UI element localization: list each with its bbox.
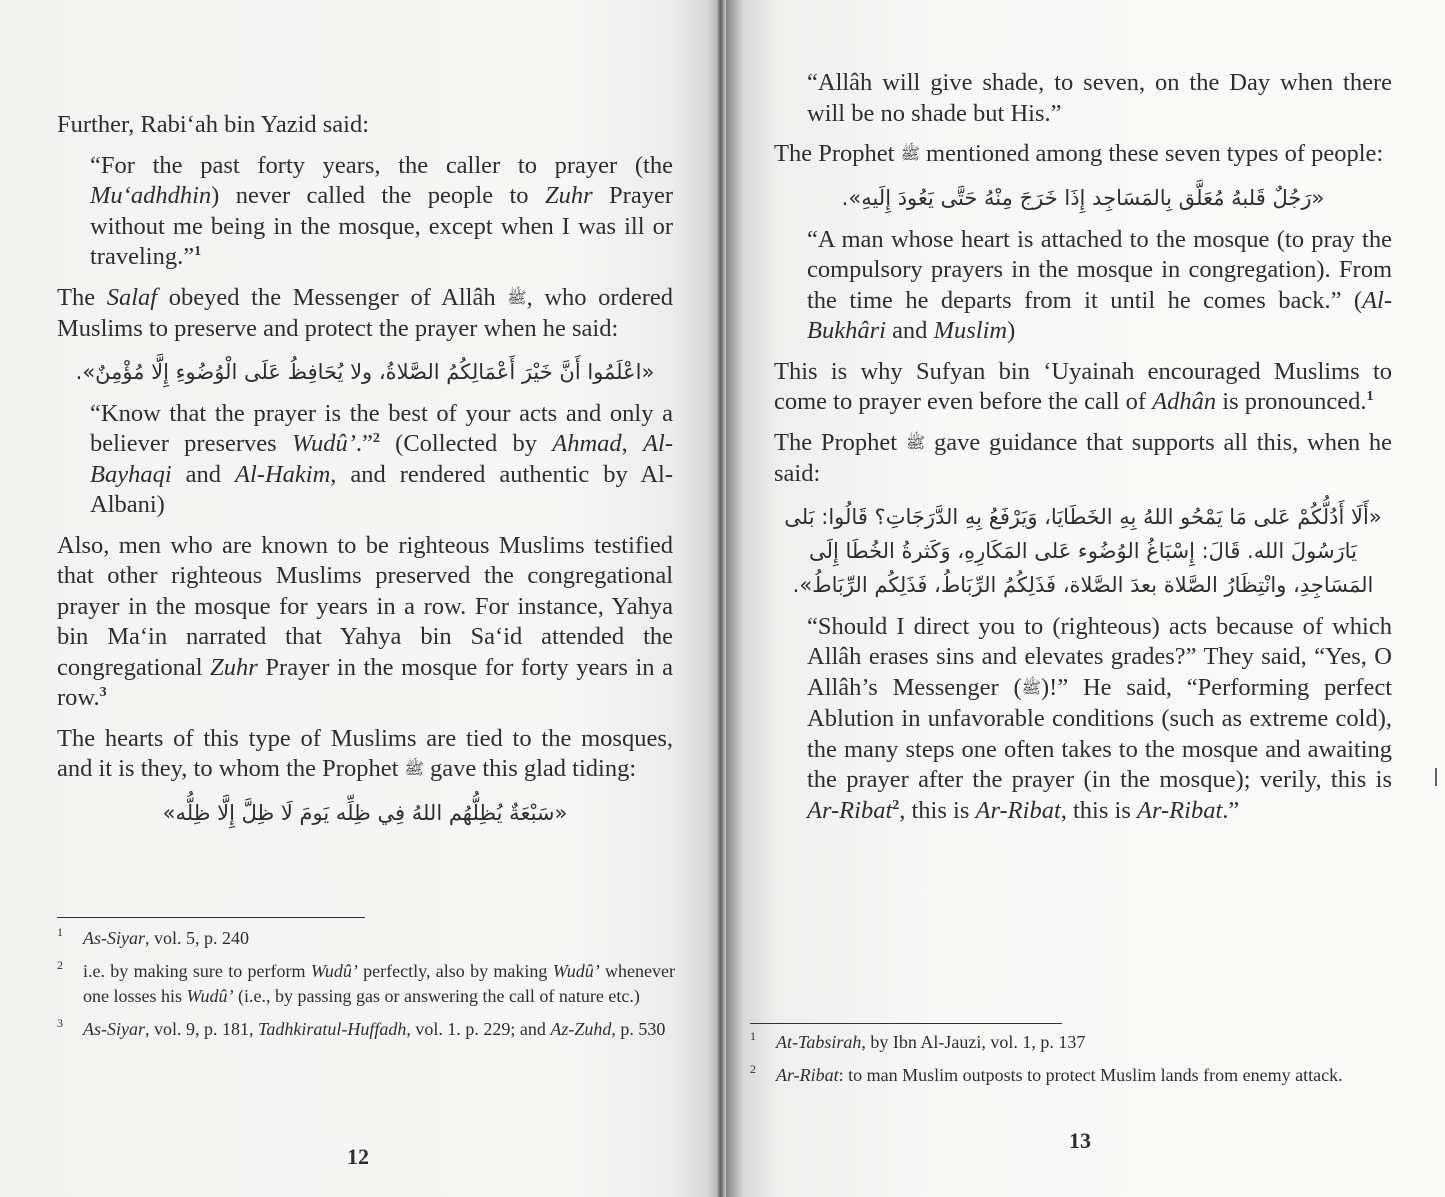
text-run: perfectly, also by making xyxy=(357,961,553,981)
text-run: (Collected by xyxy=(379,430,553,457)
italic-term: Zuhr xyxy=(210,653,258,681)
text-run: , and rendered authentic by Al-Albani) xyxy=(90,460,673,518)
page-number: 13 xyxy=(1069,1128,1091,1153)
italic-term: Az-Zuhd xyxy=(550,1019,612,1039)
text-run: “For the past forty years, the caller to prayer (the xyxy=(90,151,673,179)
text-run: Prayer in the mosque for forty years in a row. xyxy=(57,653,673,711)
text-run: Also, men who are known to be righteous Muslims testified that other righteous Muslims preserved the congregational prayer in the mosque for years in a row. For instance, Yahya bin Ma‘in narrated that Yahya bin Sa‘id attended the congregational xyxy=(57,531,673,681)
text-run: (i.e., by passing gas or answering the call of nature etc.) xyxy=(233,986,640,1006)
footnote xyxy=(750,1063,1392,1088)
translation-quote xyxy=(774,612,1392,827)
text-run: This is why Sufyan bin ‘Uyainah encouraged Muslims to come to prayer even before the call of xyxy=(774,357,1392,415)
italic-term: As-Siyar xyxy=(83,1019,145,1039)
text-run: .” xyxy=(355,430,373,457)
salawat-symbol-icon: ﷺ xyxy=(507,289,527,307)
arabic-hadith-text: «اعْلَمُوا أَنَّ خَيْرَ أَعْمَالِكُمُ الصَّلاةُ، ولا يُحَافِظُ عَلَى الْوُضُوءِ إِلَّا مُؤْمِنٌ». xyxy=(75,359,655,384)
footnote-ref: 2 xyxy=(372,430,380,446)
text-run: )!” He said, “Performing perfect Ablution in unfavorable conditions (such as extreme cold), the many steps one often takes to the mosque and awaiting the prayer after the prayer (in the mosque); verily, this is xyxy=(807,673,1392,793)
text-run: , xyxy=(621,430,644,457)
text-run: .” xyxy=(1222,796,1240,824)
footnote-number: 1 xyxy=(750,1029,756,1043)
text-run: , vol. 1. p. 229; and xyxy=(406,1019,551,1039)
italic-term: Ar-Ribat xyxy=(1137,796,1223,824)
text-run: ) never called the people to xyxy=(211,182,545,209)
text-run: gave this glad tiding: xyxy=(423,755,637,782)
italic-term: Salaf xyxy=(106,283,158,311)
text-run: , by Ibn Al-Jauzi, vol. 1, p. 137 xyxy=(861,1032,1086,1052)
footnote-ref: 2 xyxy=(892,797,900,813)
text-run: “Allâh will give shade, to seven, on the Day when there will be no shade but His.” xyxy=(807,69,1392,127)
footnote xyxy=(57,959,675,1009)
footnote-number: 2 xyxy=(750,1062,756,1076)
text-run: whenever one losses his xyxy=(83,961,675,1006)
right-page-body xyxy=(774,68,1392,836)
text-run: : to man Muslim outposts to protect Muslim lands from enemy attack. xyxy=(838,1065,1343,1085)
arabic-hadith-text: «رَجُلٌ قَلبهُ مُعَلَّق بِالمَسَاجِد إِذَا خَرَجَ مِنْهُ حَتَّى يَعُودَ إِلَيهِ». xyxy=(841,185,1325,210)
salawat-symbol-icon: ﷺ xyxy=(905,434,926,452)
paragraph xyxy=(774,357,1392,418)
text-run: “Should I direct you to (righteous) acts because of which Allâh erases sins and elevates grades?” They said, “Yes, O Allâh’s Messenger ( xyxy=(807,612,1392,701)
italic-term: Mu‘adhdhin xyxy=(90,182,212,209)
translation-quote xyxy=(774,225,1392,347)
text-run: and xyxy=(885,317,934,344)
paragraph xyxy=(57,531,673,714)
paragraph xyxy=(774,428,1392,490)
italic-term: As-Siyar xyxy=(83,928,145,948)
italic-term: Wudû’ xyxy=(310,961,358,981)
italic-term: Al-Bukhâri xyxy=(807,286,1392,344)
italic-term: Ahmad xyxy=(552,430,622,457)
paragraph xyxy=(57,724,673,786)
italic-term: Tadhkiratul-Huffadh xyxy=(258,1019,407,1039)
text-run: , this is xyxy=(1060,796,1137,824)
italic-term: At-Tabsirah xyxy=(776,1032,862,1052)
right-page xyxy=(722,0,1445,1197)
text-run: “A man whose heart is attached to the mosque (to pray the compulsory prayers in the mosque in congregation). From the time he departs from it until he comes back.” ( xyxy=(807,225,1392,314)
salawat-symbol-icon: ﷺ xyxy=(404,761,424,778)
salawat-symbol-icon: ﷺ xyxy=(1021,679,1041,697)
page-number: 12 xyxy=(347,1144,369,1169)
text-run: obeyed the Messenger of Allâh xyxy=(157,283,508,311)
text-run: The Prophet xyxy=(774,428,906,456)
italic-term: Ar-Ribat xyxy=(975,796,1061,824)
text-run: and xyxy=(171,460,236,488)
paragraph xyxy=(774,139,1392,171)
footnote-divider xyxy=(750,1023,1062,1024)
margin-mark xyxy=(1435,768,1437,786)
italic-term: Wudû’ xyxy=(291,430,356,457)
translation-quote xyxy=(57,399,673,521)
text-run: The xyxy=(57,283,107,311)
text-run: ) xyxy=(1007,317,1016,344)
left-page-body xyxy=(57,110,673,840)
text-run: , this is xyxy=(899,796,976,824)
footnote-ref: 1 xyxy=(1366,388,1374,404)
italic-term: Wudû’ xyxy=(552,961,600,981)
italic-term: Al-Bayhaqi xyxy=(90,430,673,488)
footnote xyxy=(57,1017,675,1042)
text-run: The Prophet xyxy=(774,140,901,167)
italic-term: Ar-Ribat xyxy=(807,796,893,824)
salawat-symbol-icon: ﷺ xyxy=(900,146,920,163)
paragraph xyxy=(57,283,673,345)
footnote-number: 2 xyxy=(57,958,63,972)
italic-term: Zuhr xyxy=(544,182,593,209)
text-run: mentioned among these seven types of people: xyxy=(919,140,1384,167)
italic-term: Wudû’ xyxy=(186,986,234,1006)
italic-term: Ar-Ribat xyxy=(776,1065,839,1085)
text-run: , vol. 9, p. 181, xyxy=(145,1019,259,1039)
text-run: Prayer without me being in the mosque, except when I was ill or traveling.” xyxy=(90,182,673,270)
text-run: is pronounced. xyxy=(1216,388,1367,415)
left-page xyxy=(0,0,722,1197)
left-page-footnotes xyxy=(57,926,675,1050)
footnote-number: 1 xyxy=(57,925,63,939)
italic-term: Adhân xyxy=(1152,388,1217,415)
text-run: gave guidance that supports all this, when he said: xyxy=(774,428,1393,487)
footnote xyxy=(750,1030,1392,1055)
translation-quote xyxy=(774,68,1392,129)
translation-quote xyxy=(57,151,673,273)
paragraph: Further, Rabi‘ah bin Yazid said: xyxy=(57,111,370,138)
footnote-ref: 3 xyxy=(99,684,107,700)
text-run: i.e. by making sure to perform xyxy=(83,961,311,981)
arabic-hadith-text: «سَبْعَةٌ يُظِلُّهُم اللهُ فِي ظِلِّه يَومَ لَا ظِلَّ إِلَّا ظِلُّه» xyxy=(162,800,568,825)
text-run: , p. 530 xyxy=(611,1019,666,1039)
footnote-divider xyxy=(57,917,365,918)
footnote-ref: 1 xyxy=(194,243,202,259)
text-run: The hearts of this type of Muslims are tied to the mosques, and it is they, to whom the Prophet xyxy=(57,724,673,782)
text-run: “Know that the prayer is the best of your acts and only a believer preserves xyxy=(90,399,673,457)
arabic-hadith-text: «أَلَا أَدُلُّكُمْ عَلى مَا يَمْحُو اللهُ بِهِ الخَطَايَا، وَيَرْفَعُ بِهِ الدَّرَجَاتِ؟ قَالُوا: بَلى يَارَسُولَ الله. قَالَ: إِسْبَاغُ الوُضُوء عَلى المَكَارِهِ، وَكَثرةُ الخُطَا إِلَى المَسَاجِدِ، وانْتِظَارُ الصَّلاة بعدَ الصَّلاة، فَذَلِكُمُ الرِّبَاطُ، فَذَلِكُم الرِّبَاطُ». xyxy=(784,504,1382,597)
text-run: , who ordered Muslims to preserve and protect the prayer when he said: xyxy=(57,283,673,342)
italic-term: Muslim xyxy=(933,317,1008,344)
italic-term: Al-Hakim xyxy=(235,460,331,488)
book-spine xyxy=(716,0,726,1197)
footnote-number: 3 xyxy=(57,1016,63,1030)
text-run: , vol. 5, p. 240 xyxy=(145,928,250,948)
footnote xyxy=(57,926,675,951)
right-page-footnotes xyxy=(750,1030,1392,1096)
